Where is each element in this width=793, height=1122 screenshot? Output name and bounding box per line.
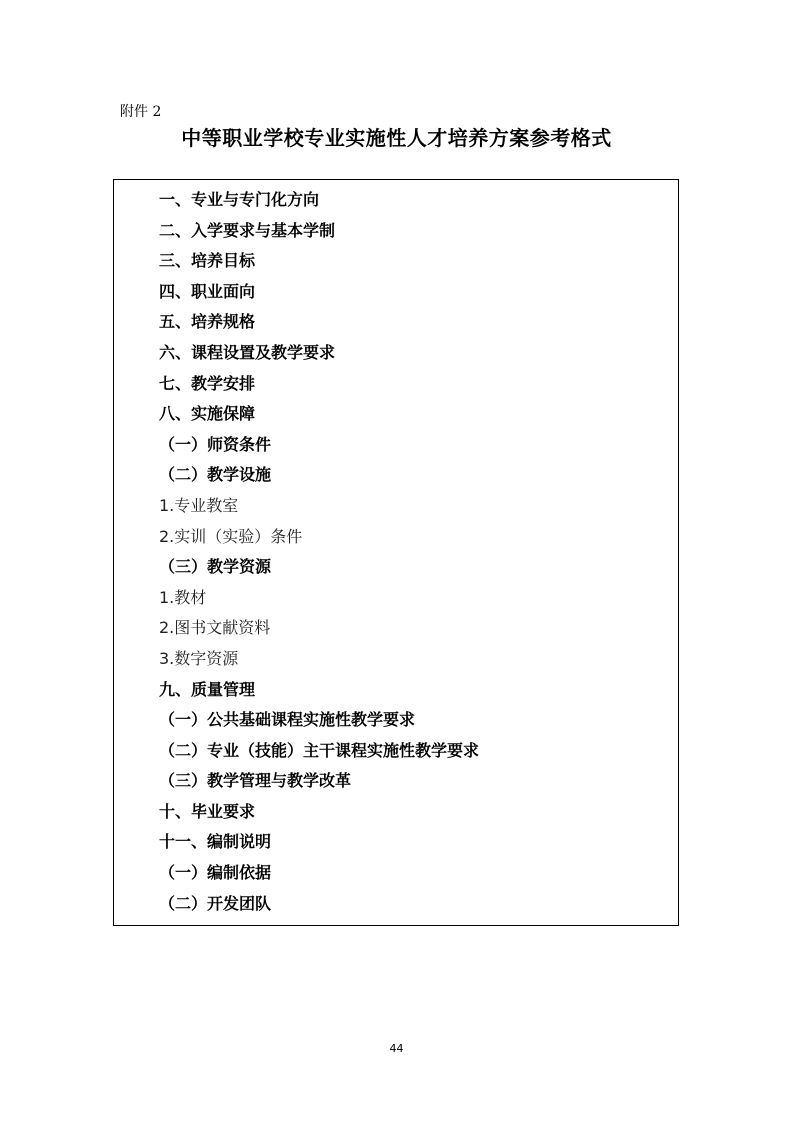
outline-item: 一、专业与专门化方向 bbox=[159, 190, 320, 209]
outline-item: 二、入学要求与基本学制 bbox=[159, 220, 336, 240]
outline-list bbox=[114, 185, 678, 919]
outline-item: （二）教学设施 bbox=[159, 465, 272, 485]
outline-item: 2.图书文献资料 bbox=[159, 618, 271, 638]
outline-item: 2.实训（实验）条件 bbox=[159, 526, 303, 546]
outline-item: 七、教学安排 bbox=[159, 373, 256, 393]
attachment-label: 附件 2 bbox=[120, 104, 162, 120]
outline-item: （一）公共基础课程实施性教学要求 bbox=[159, 710, 416, 730]
outline-item: 1.教材 bbox=[159, 587, 207, 607]
document-title: 中等职业学校专业实施性人才培养方案参考格式 bbox=[181, 126, 612, 150]
outline-item: （二）开发团队 bbox=[159, 893, 272, 913]
outline-item: 五、培养规格 bbox=[159, 312, 256, 332]
outline-item: 十一、编制说明 bbox=[159, 832, 272, 852]
outline-item: 十、毕业要求 bbox=[159, 801, 256, 821]
outline-item: 六、课程设置及教学要求 bbox=[159, 342, 336, 362]
outline-item: 八、实施保障 bbox=[159, 404, 256, 424]
outline-item: （二）专业（技能）主干课程实施性教学要求 bbox=[159, 740, 480, 760]
outline-item: 四、职业面向 bbox=[159, 281, 256, 301]
outline-item: （一）编制依据 bbox=[159, 863, 272, 883]
outline-item: （三）教学资源 bbox=[159, 557, 272, 577]
outline-item: 3.数字资源 bbox=[159, 648, 239, 668]
page-number: 44 bbox=[389, 1042, 404, 1055]
outline-box bbox=[113, 179, 679, 926]
outline-item: 三、培养目标 bbox=[159, 251, 256, 271]
outline-item: 1.专业教室 bbox=[159, 495, 239, 515]
outline-item: （一）师资条件 bbox=[159, 434, 272, 454]
outline-item: 九、质量管理 bbox=[159, 679, 256, 699]
outline-item: （三）教学管理与教学改革 bbox=[159, 771, 352, 791]
